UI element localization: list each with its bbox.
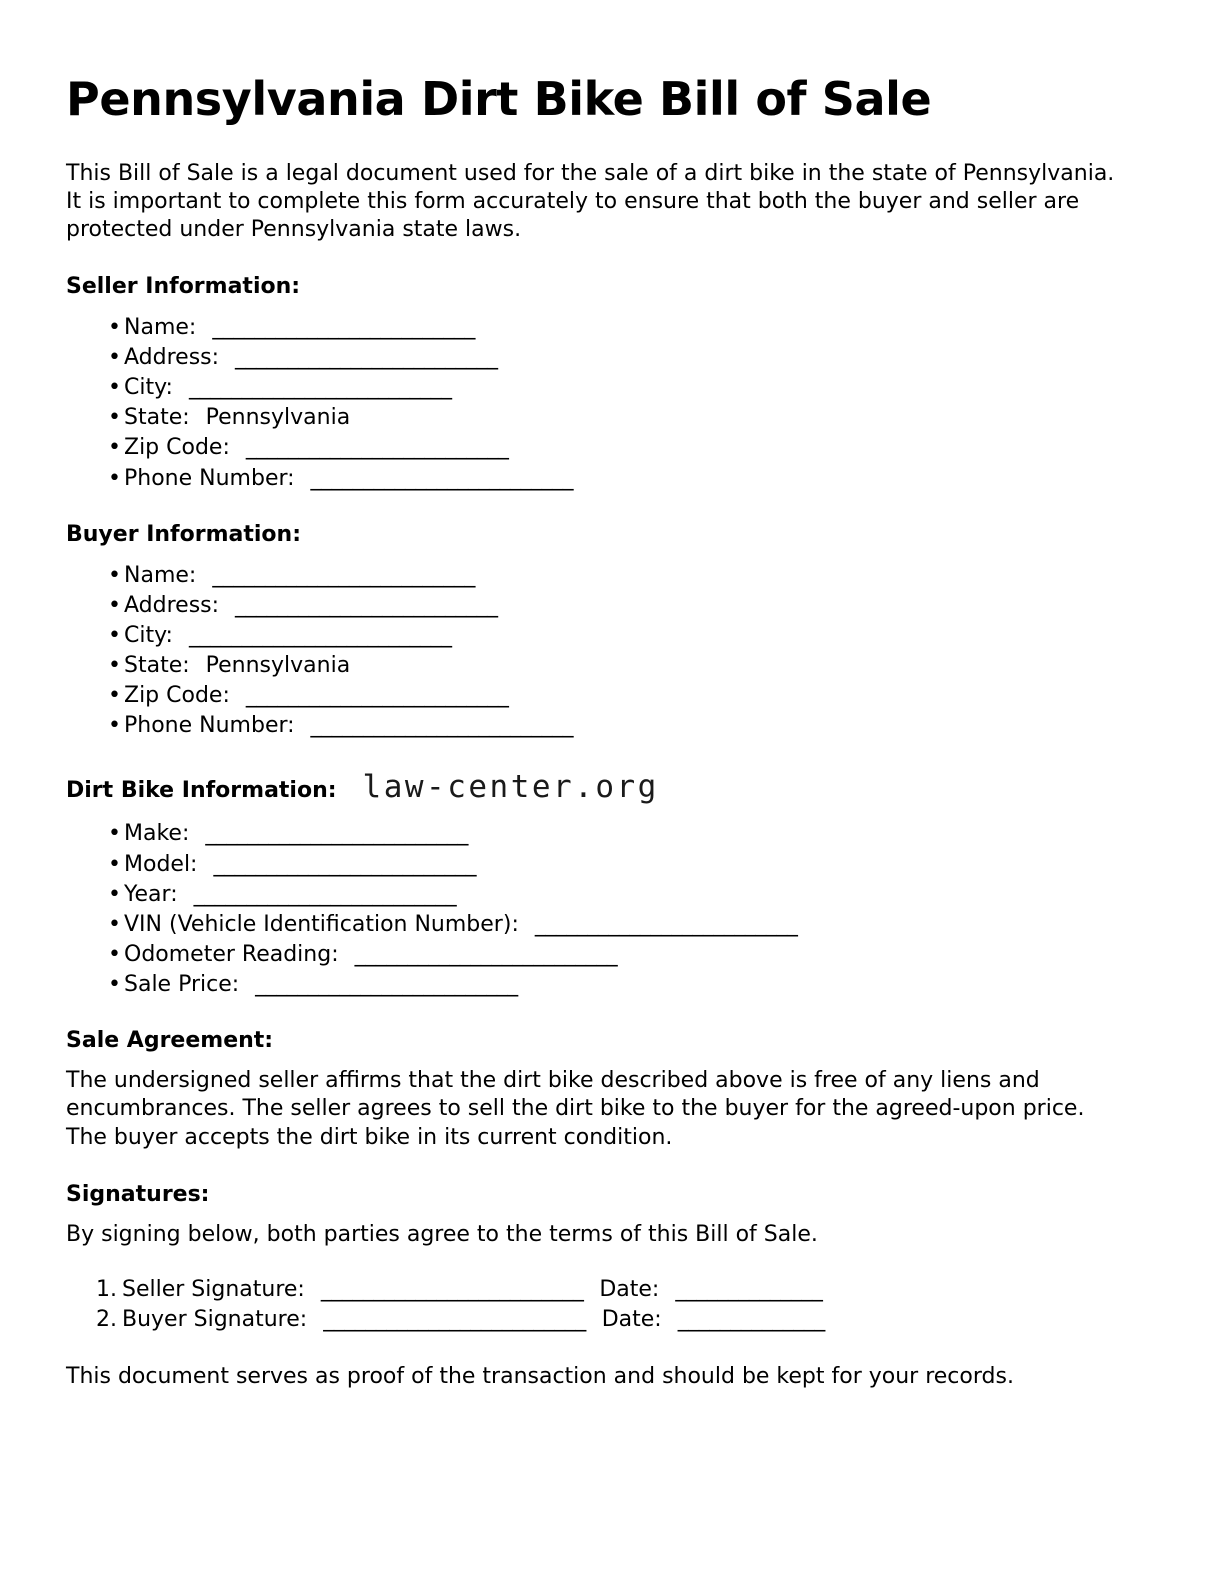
date-blank[interactable]: ______________ <box>677 1306 825 1332</box>
field-label: State: <box>124 653 190 679</box>
field-blank[interactable]: _________________________ <box>534 911 798 937</box>
field-seller-state <box>66 403 1169 433</box>
field-seller-phone-number <box>66 464 1169 494</box>
field-buyer-phone-number <box>66 711 1169 741</box>
signature-label: Buyer Signature: <box>122 1306 308 1332</box>
dirt-bike-information-header-row <box>66 769 1169 805</box>
field-bike-model <box>66 850 1169 880</box>
field-bike-odometer-reading <box>66 940 1169 970</box>
signature-list <box>66 1275 1169 1335</box>
field-bike-make <box>66 819 1169 849</box>
signature-row-seller <box>66 1275 1169 1305</box>
signature-blank[interactable]: _________________________ <box>323 1306 586 1332</box>
watermark-law-center: law-center.org <box>362 769 659 806</box>
field-label: Address: <box>124 345 220 371</box>
field-buyer-zip-code <box>66 681 1169 711</box>
field-blank[interactable]: _________________________ <box>235 592 498 618</box>
field-label: Zip Code: <box>124 683 230 709</box>
field-seller-name <box>66 313 1169 343</box>
field-blank[interactable]: _________________________ <box>245 683 509 709</box>
date-label: Date: <box>601 1306 662 1332</box>
page-title: Pennsylvania Dirt Bike Bill of Sale <box>66 72 932 126</box>
seller-field-list <box>66 313 1169 494</box>
field-bike-year <box>66 880 1169 910</box>
field-bike-sale-price <box>66 970 1169 1000</box>
field-blank[interactable]: _________________________ <box>212 562 475 588</box>
field-buyer-city <box>66 621 1169 651</box>
field-blank[interactable]: _________________________ <box>212 314 475 340</box>
field-buyer-name <box>66 561 1169 591</box>
field-label: Year: <box>124 881 178 907</box>
buyer-information-heading: Buyer Information: <box>66 521 301 547</box>
sale-agreement-heading: Sale Agreement: <box>66 1028 274 1054</box>
field-blank[interactable]: _________________________ <box>193 881 457 907</box>
field-buyer-address <box>66 591 1169 621</box>
sale-agreement-paragraph: The undersigned seller affirms that the dirt bike described above is free of any liens and encumbrances. The seller agrees to sell the dirt bike to the buyer for the agreed-upon price. The buyer accepts the dirt bike in its current condition. <box>66 1068 1085 1150</box>
field-seller-city <box>66 373 1169 403</box>
field-blank[interactable]: _________________________ <box>188 375 452 401</box>
field-blank[interactable]: _________________________ <box>310 465 574 491</box>
footer-note: This document serves as proof of the transaction and should be kept for your records. <box>66 1364 1014 1390</box>
signature-blank[interactable]: _________________________ <box>320 1276 584 1302</box>
field-label: Phone Number: <box>124 713 295 739</box>
field-blank[interactable]: _________________________ <box>354 941 618 967</box>
field-label: Make: <box>124 821 190 847</box>
date-label: Date: <box>599 1276 660 1302</box>
signatures-heading: Signatures: <box>66 1181 210 1207</box>
signatures-intro-paragraph: By signing below, both parties agree to the terms of this Bill of Sale. <box>66 1221 818 1247</box>
field-label: Sale Price: <box>124 972 240 998</box>
signature-row-buyer <box>66 1305 1169 1335</box>
field-blank[interactable]: _________________________ <box>255 972 518 998</box>
field-bike-vin <box>66 910 1169 940</box>
buyer-field-list <box>66 561 1169 742</box>
field-blank[interactable]: _________________________ <box>188 622 452 648</box>
field-label: Address: <box>124 592 220 618</box>
field-blank[interactable]: _________________________ <box>213 851 476 877</box>
field-label: Model: <box>124 851 198 877</box>
dirt-bike-information-heading: Dirt Bike Information: <box>66 778 337 804</box>
field-label: State: <box>124 405 190 431</box>
field-blank[interactable]: _________________________ <box>245 435 509 461</box>
signature-label: Seller Signature: <box>122 1276 305 1302</box>
field-label: Name: <box>124 562 197 588</box>
seller-information-heading: Seller Information: <box>66 273 301 299</box>
intro-paragraph: This Bill of Sale is a legal document used for the sale of a dirt bike in the state of Pennsylvania. It is important to complete this form accurately to ensure that both the buyer and seller are protected under Pennsylvania state laws. <box>66 160 1115 242</box>
dirt-bike-field-list <box>66 819 1169 1000</box>
field-buyer-state <box>66 651 1169 681</box>
date-blank[interactable]: ______________ <box>675 1276 823 1302</box>
field-value: Pennsylvania <box>205 405 351 431</box>
field-label: VIN (Vehicle Identification Number): <box>124 911 519 937</box>
field-label: Phone Number: <box>124 465 295 491</box>
field-label: Odometer Reading: <box>124 941 339 967</box>
field-blank[interactable]: _________________________ <box>310 713 574 739</box>
field-label: City: <box>124 375 173 401</box>
field-label: City: <box>124 622 173 648</box>
field-label: Name: <box>124 314 197 340</box>
field-blank[interactable]: _________________________ <box>205 821 468 847</box>
field-label: Zip Code: <box>124 435 230 461</box>
field-seller-address <box>66 343 1169 373</box>
field-value: Pennsylvania <box>205 653 351 679</box>
field-seller-zip-code <box>66 433 1169 463</box>
field-blank[interactable]: _________________________ <box>235 345 498 371</box>
